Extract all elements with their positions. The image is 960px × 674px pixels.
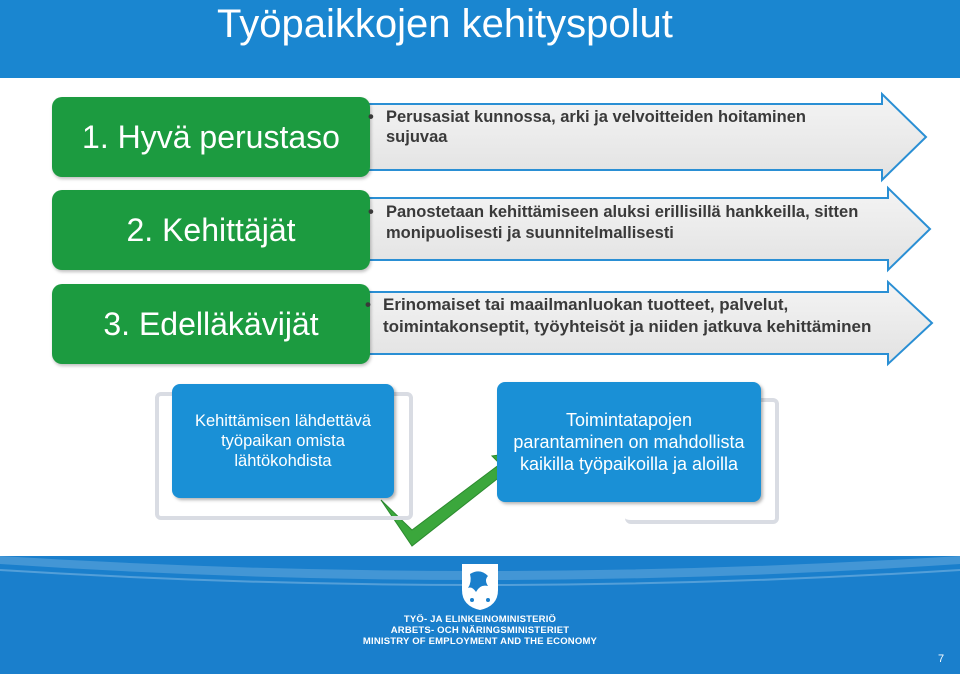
arrow-bullet-2: • Panostetaan kehittämiseen aluksi erillisillä hankkeilla, sitten monipuolisesti ja suunnitelmallisesti: [368, 202, 878, 244]
level-box-2: 2. Kehittäjät: [52, 190, 370, 270]
ministry-name-sv: ARBETS- OCH NÄRINGSMINISTERIET: [390, 625, 570, 636]
arrow-text-3: [365, 294, 895, 338]
arrow-text-2: [368, 202, 878, 244]
ministry-name-fi: TYÖ- JA ELINKEINOMINISTERIÖ: [403, 614, 557, 625]
arrow-bullet-3: • Erinomaiset tai maailmanluokan tuotteet, palvelut, toimintakonseptit, työyhteisöt ja niiden jatkuva kehittäminen: [365, 294, 895, 338]
footer-band: [0, 556, 960, 674]
lion-crest-icon: [458, 560, 502, 612]
right-info-text: Toimintatapojen parantaminen on mahdollista kaikilla työpaikoilla ja aloilla: [513, 410, 745, 474]
arrow-text-1: [368, 107, 848, 147]
level-box-3: 3. Edelläkävijät: [52, 284, 370, 364]
ministry-name-en: MINISTRY OF EMPLOYMENT AND THE ECONOMY: [362, 636, 598, 647]
left-info-text: Kehittämisen lähdettävä työpaikan omista lähtökohdista: [194, 412, 372, 470]
page-number: 7: [938, 653, 945, 665]
level-box-1: 1. Hyvä perustaso: [52, 97, 370, 177]
slide-title: Työpaikkojen kehityspolut: [217, 2, 673, 46]
arrow-bullet-1: • Perusasiat kunnossa, arki ja velvoitteiden hoitaminen sujuvaa: [368, 107, 848, 147]
right-info-box: [497, 382, 761, 502]
left-info-box: [172, 384, 394, 498]
